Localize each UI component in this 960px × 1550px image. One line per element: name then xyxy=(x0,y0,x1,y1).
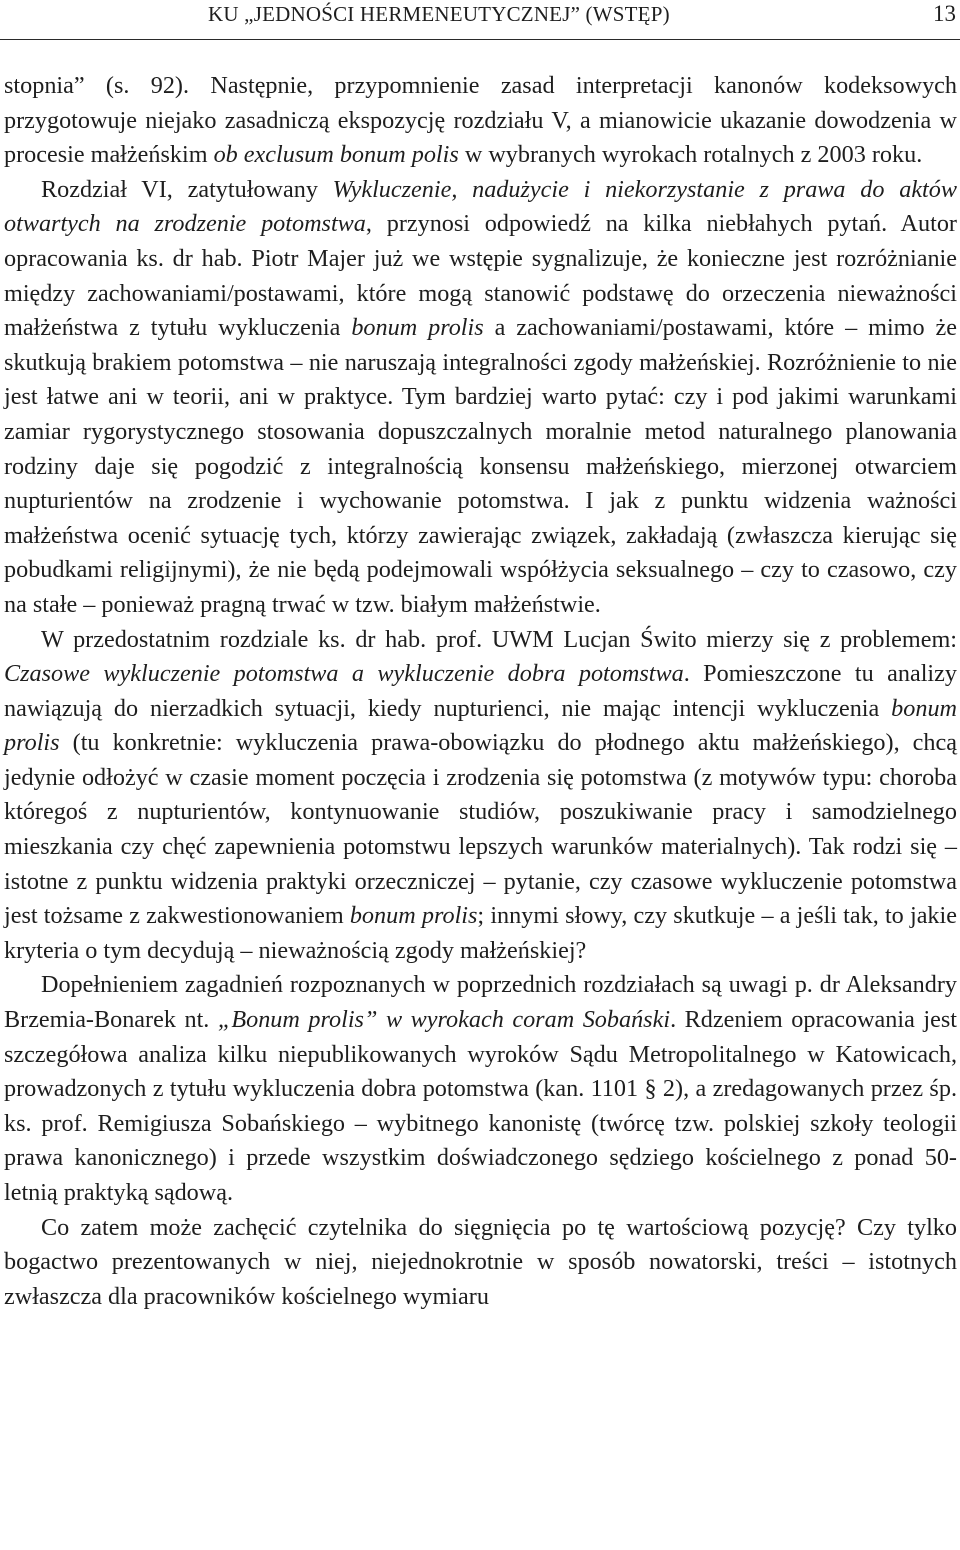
italic-text: bonum prolis xyxy=(349,902,478,930)
text-run: ; innymi słowy, czy skutkuje – a jeśli tak, to jakie kryteria o tym decydują – nieważnością zgody małżeńskiej? xyxy=(4,902,957,964)
text-run: Co zatem może zachęcić czytelnika do sięgnięcia po tę wartościową pozycję? Czy tylko bogactwo prezentowanych w niej, niejednokrotnie w sposób nowatorski, treści – istotnych zwłaszcza dla pracowników kościelnego wymiaru xyxy=(4,1213,957,1310)
text-run: . Pomieszczone tu analizy nawiązują do nierzadkich sytuacji, kiedy nupturienci, nie mając intencji wykluczenia xyxy=(4,660,957,722)
page-number: 13 xyxy=(933,1,956,26)
paragraph xyxy=(4,968,957,1210)
text-run: a zachowaniami/postawami, które – mimo że skutkują brakiem potomstwa – nie naruszają integralności zgody małżeńskiej. Rozróżnienie to nie jest łatwe ani w teorii, ani w praktyce. Tym bardziej warto pytać: czy i pod jakimi warunkami zamiar rygorystycznego stosowania dopuszczalnych moralnie metod naturalnego planowania rodziny daje się pogodzić z integralnością konsensu małżeńskiego, mierzonej otwarciem nupturientów na zrodzenie i wychowanie potomstwa. I jak z punktu widzenia ważności małżeństwa ocenić sytuację tych, którzy zawierając związek, zakładają (zwłaszcza kierując się pobudkami religijnymi), że nie będą podejmowali współżycia seksualnego – czy to czasowo, czy na stałe – ponieważ pragną trwać w tzw. białym małżeństwie. xyxy=(4,314,957,618)
running-head-title: KU „JEDNOŚCI HERMENEUTYCZNEJ” (WSTĘP) xyxy=(208,2,670,26)
text-run: Rozdział VI, zatytułowany xyxy=(41,175,333,203)
paragraph xyxy=(4,1211,957,1315)
text-run: w wybranych wyrokach rotalnych z 2003 roku. xyxy=(458,141,923,169)
italic-text: Wykluczenie, nadużycie i niekorzystanie z prawa do aktów otwartych na zrodzenie potomstwa xyxy=(4,175,958,238)
italic-text: bonum prolis xyxy=(351,314,484,342)
text-run: . Rdzeniem opracowania jest szczegółowa analiza kilku niepublikowanych wyroków Sądu Metropolitalnego w Katowicach, prowadzonych z tytułu wykluczenia dobra potomstwa (kan. 1101 § 2), a zredagowanych przez śp. ks. prof. Remigiusza Sobańskiego – wybitnego kanonistę (twórcę tzw. polskiej szkoły teologii prawa kanonicznego) i przede wszystkim doświadczonego sędziego kościelnego z ponad 50-letnią praktyką sądową. xyxy=(4,1006,957,1206)
body-text xyxy=(4,69,957,1314)
italic-text: Czasowe wykluczenie potomstwa a wykluczenie dobra potomstwa xyxy=(4,660,684,688)
text-run: (tu konkretnie: wykluczenia prawa-obowiązku do płodnego aktu małżeńskiego), chcą jedynie odłożyć w czasie moment poczęcia i zrodzenia się potomstwa (z motywów typu: choroba któregoś z nupturientów, kontynuowanie studiów, poszukiwanie pracy i samodzielnego mieszkania czy chęć zapewnienia potomstwu lepszych warunków materialnych). Tak rodzi się – istotne z punktu widzenia praktyki orzeczniczej – pytanie, czy czasowe wykluczenie potomstwa jest tożsame z zakwestionowaniem xyxy=(4,729,957,930)
italic-text: ob exclusum bonum polis xyxy=(213,141,459,169)
paragraph xyxy=(4,69,957,173)
paragraph xyxy=(4,173,957,623)
text-run: , przynosi odpowiedź na kilka niebłahych pytań. Autor opracowania ks. dr hab. Piotr Majer już we wstępie sygnalizuje, że konieczne jest rozróżnianie między zachowaniami/postawami, które mogą stanowić podstawę do orzeczenia nieważności małżeństwa z tytułu wykluczenia xyxy=(4,210,957,342)
running-head xyxy=(0,0,960,40)
text-run: Dopełnieniem zagadnień rozpoznanych w poprzednich rozdziałach są uwagi p. dr Aleksandry Brzemia-Bonarek nt. xyxy=(4,971,957,1034)
text-run: stopnia” (s. 92). Następnie, przypomnienie zasad interpretacji kanonów kodeksowych przygotowuje niejako zasadniczą ekspozycję rozdziału V, a mianowicie ukazanie dowodzenia w procesie małżeńskim xyxy=(4,72,957,169)
paragraph xyxy=(4,623,957,969)
italic-text: bonum prolis xyxy=(4,694,957,757)
italic-text: „Bonum prolis” w wyrokach coram Sobański xyxy=(217,1006,671,1034)
text-run: W przedostatnim rozdziale ks. dr hab. prof. UWM Lucjan Świto mierzy się z problemem: xyxy=(41,625,957,653)
